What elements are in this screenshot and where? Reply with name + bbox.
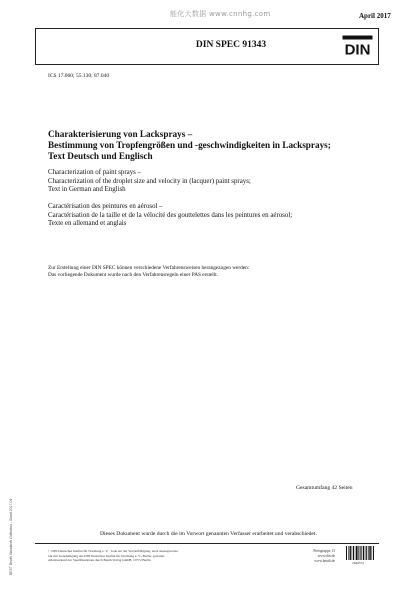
title-de-line: Text Deutsch und Englisch bbox=[48, 151, 153, 161]
copyright-line: nur mit Genehmigung des DIN Deutsches Institut für Normung e. V., Berlin, gestattet. bbox=[48, 553, 165, 558]
header-box bbox=[35, 28, 379, 65]
note-line: Zur Erstellung einer DIN SPEC können verschiedene Verfahrensweisen herangezogen werden: bbox=[48, 265, 250, 271]
copyright-line: © DIN Deutsches Institut für Normung e. V. · Jede Art der Vervielfältigung, auch auszugsweise, bbox=[48, 549, 179, 553]
procedure-note bbox=[48, 265, 388, 279]
title-fr-line: Caractérisation des peintures en aérosol – bbox=[48, 203, 163, 210]
copyright-line: Alleinverkauf der Spezifikationen durch Beuth Verlag GmbH, 10772 Berlin bbox=[48, 558, 151, 563]
title-fr-line: Caractérisation de la taille et de la vélocité des gouttelettes dans les peintures en aérosol; bbox=[48, 211, 293, 219]
title-german bbox=[48, 129, 388, 162]
side-watermark: BEST Beuth Standards Collection - Stand 2017-04 bbox=[9, 498, 13, 575]
footer-statement: Dieses Dokument wurde durch die im Vorwort genannten Verfasser erarbeitet und verabschiedet. bbox=[100, 531, 317, 537]
ics-codes: ICS 17.060; 55.130; 87.040 bbox=[48, 73, 110, 79]
watermark: 能化大数据 www.cnnhg.com bbox=[170, 10, 271, 18]
title-en-line: Characterization of paint sprays – bbox=[48, 169, 141, 176]
title-english bbox=[48, 169, 388, 195]
title-de-line: Charakterisierung von Lacksprays – bbox=[48, 129, 193, 139]
spec-number: DIN SPEC 91343 bbox=[195, 40, 267, 50]
copyright-notice bbox=[48, 549, 248, 563]
title-de-line: Bestimmung von Tropfengrößen und -geschwindigkeiten in Lacksprays; bbox=[48, 140, 331, 150]
total-pages: Gesamtumfang 42 Seiten bbox=[296, 485, 353, 491]
din-logo-text: DIN bbox=[344, 41, 371, 57]
price-group: Preisgruppe 13 bbox=[313, 549, 335, 553]
title-en-line: Text in German and English bbox=[48, 186, 126, 194]
price-info bbox=[295, 549, 335, 563]
barcode-icon bbox=[346, 546, 374, 560]
title-en-line: Characterization of the droplet size and velocity in (lacquer) paint sprays; bbox=[48, 177, 251, 185]
footer-divider bbox=[35, 543, 379, 544]
beuth-link[interactable]: www.beuth.de bbox=[314, 558, 335, 563]
title-fr-line: Texte en allemand et anglais bbox=[48, 220, 127, 228]
din-link[interactable]: www.din.de bbox=[317, 553, 335, 558]
title-french bbox=[48, 203, 393, 229]
publication-date: April 2017 bbox=[359, 12, 391, 20]
note-line: Das vorliegende Dokument wurde nach den Verfahrensregeln einer PAS erstellt. bbox=[48, 272, 219, 278]
din-logo bbox=[342, 35, 373, 57]
barcode-number: 2649374 bbox=[352, 561, 364, 565]
